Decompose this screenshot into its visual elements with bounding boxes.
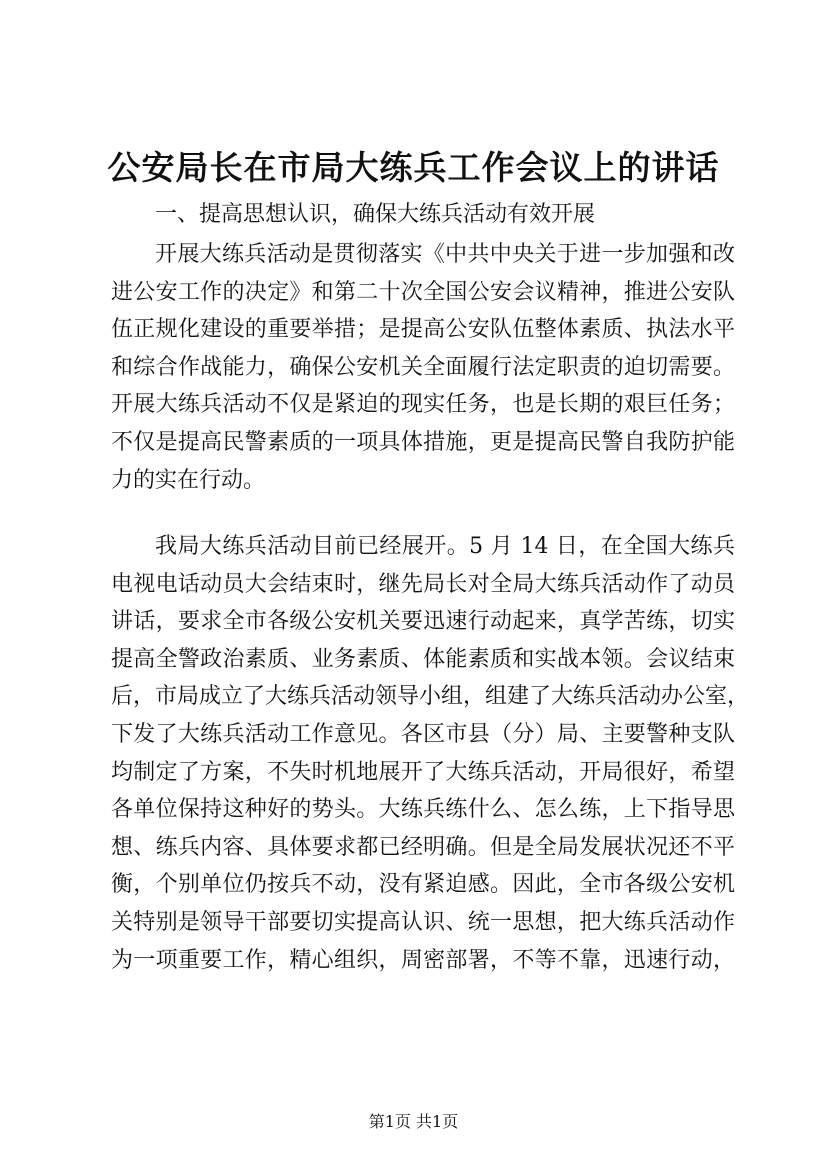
paragraph-line: 和综合作战能力，确保公安机关全面履行法定职责的迫切需要。 [111, 354, 735, 380]
paragraph-line: 我局大练兵活动目前已经展开。5 月 14 日，在全国大练兵 [155, 534, 735, 559]
paragraph-line: 讲话，要求全市各级公安机关要迅速行动起来，真学苦练，切实 [111, 609, 735, 635]
paragraph-line: 不仅是提高民警素质的一项具体措施，更是提高民警自我防护能 [111, 429, 735, 455]
paragraph-line: 关特别是领导干部要切实提高认识、统一思想，把大练兵活动作 [111, 909, 735, 935]
paragraph-line: 力的实在行动。 [111, 467, 266, 493]
paragraph-2 [111, 528, 750, 979]
paragraph-line: 提高全警政治素质、业务素质、体能素质和实战本领。会议结束 [111, 646, 735, 672]
page-indicator: 第1页 共1页 [368, 1112, 459, 1131]
paragraph-line: 为一项重要工作，精心组织，周密部署，不等不靠，迅速行动， [111, 947, 735, 973]
document-title: 公安局长在市局大练兵工作会议上的讲话 [107, 148, 720, 187]
paragraph-line: 均制定了方案，不失时机地展开了大练兵活动，开局很好，希望 [111, 759, 735, 785]
paragraph-line: 后，市局成立了大练兵活动领导小组，组建了大练兵活动办公室， [111, 684, 750, 710]
section-heading: 一、提高思想认识，确保大练兵活动有效开展 [155, 202, 596, 227]
paragraph-line: 电视电话动员大会结束时，继先局长对全局大练兵活动作了动员 [111, 571, 735, 597]
paragraph-line: 开展大练兵活动是贯彻落实《中共中央关于进一步加强和改 [155, 242, 735, 267]
paragraph-line: 开展大练兵活动不仅是紧迫的现实任务，也是长期的艰巨任务； [111, 392, 735, 418]
paragraph-line: 伍正规化建设的重要举措；是提高公安队伍整体素质、执法水平 [111, 317, 735, 343]
paragraph-1 [111, 236, 735, 499]
paragraph-line: 进公安工作的决定》和第二十次全国公安会议精神，推进公安队 [111, 279, 735, 305]
paragraph-line: 各单位保持这种好的势头。大练兵练什么、怎么练，上下指导思 [111, 797, 735, 823]
paragraph-line: 衡，个别单位仍按兵不动，没有紧迫感。因此，全市各级公安机 [111, 872, 735, 898]
paragraph-line: 下发了大练兵活动工作意见。各区市县（分）局、主要警种支队 [111, 721, 735, 747]
paragraph-line: 想、练兵内容、具体要求都已经明确。但是全局发展状况还不平 [111, 834, 735, 860]
